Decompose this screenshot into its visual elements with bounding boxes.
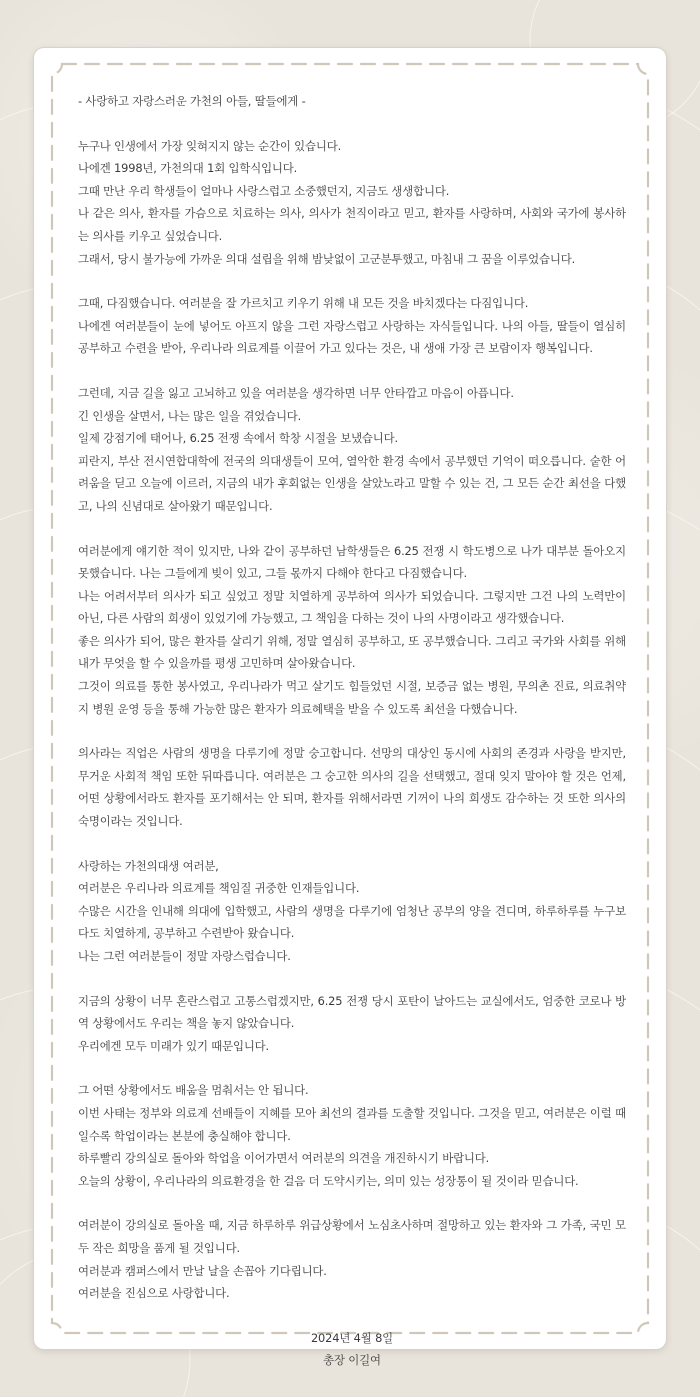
letter-line: 그때, 다짐했습니다. 여러분을 잘 가르치고 키우기 위해 내 모든 것을 바치겠다는 다짐입니다.	[78, 296, 529, 311]
letter-line: 그때 만난 우리 학생들이 얼마나 사랑스럽고 소중했던지, 지금도 생생합니다.	[78, 183, 450, 198]
letter-line: 나 같은 의사, 환자를 가슴으로 치료하는 의사, 의사가 천직이라고 믿고, 환자를 사랑하며, 사회와 국가에 봉사하는 의사를 키우고 싶었습니다.	[78, 206, 626, 243]
letter-body	[78, 90, 626, 1372]
letter-signer: 총장 이길여	[323, 1353, 381, 1368]
letter-line: 지금의 상황이 너무 혼란스럽고 고통스럽겠지만, 6.25 전쟁 당시 포탄이 날아드는 교실에서도, 엄중한 코로나 방역 상황에서도 우리는 책을 놓지 않았습니다.	[78, 993, 626, 1031]
paragraph-6	[78, 855, 626, 968]
letter-line: 오늘의 상황이, 우리나라의 의료환경을 한 걸음 더 도약시키는, 의미 있는 성장통이 될 것이라 믿습니다.	[78, 1173, 579, 1188]
letter-line: 나는 그런 여러분들이 정말 자랑스럽습니다.	[78, 949, 291, 963]
letter-date: 2024년 4월 8일	[310, 1330, 394, 1345]
paragraph-4	[78, 540, 626, 721]
letter-line: 여러분은 우리나라 의료계를 책임질 귀중한 인재들입니다.	[78, 881, 360, 896]
letter-line: 여러분에게 얘기한 적이 있지만, 나와 같이 공부하던 남학생들은 6.25 전쟁 시 학도병으로 나가 대부분 돌아오지 못했습니다. 나는 그들에게 빚이 있고, 그들 몫까지 다해야 한다고 다짐했습니다.	[78, 543, 626, 581]
letter-line: 긴 인생을 살면서, 나는 많은 일을 겪었습니다.	[78, 408, 302, 423]
letter-line: 나에겐 1998년, 가천의대 1회 입학식입니다.	[78, 161, 298, 176]
letter-line: 그런데, 지금 길을 잃고 고뇌하고 있을 여러분을 생각하면 너무 안타깝고 마음이 아픕니다.	[78, 385, 514, 400]
letter-line: 나는 어려서부터 의사가 되고 싶었고 정말 치열하게 공부하여 의사가 되었습니다. 그렇지만 그건 나의 노력만이 아닌, 다른 사람의 희생이 있었기에 가능했고, 그 책임을 다하는 것이 나의 사명이라고 생각했습니다.	[78, 588, 626, 626]
paragraph-3	[78, 382, 626, 518]
letter-line: 나에겐 여러분들이 눈에 넣어도 아프지 않을 그런 자랑스럽고 사랑하는 자식들입니다. 나의 아들, 딸들이 열심히 공부하고 수련을 받아, 우리나라 의료계를 이끌어 가고 있다는 것은, 내 생애 가장 큰 보람이자 행복입니다.	[78, 318, 626, 356]
letter-line: 하루빨리 강의실로 돌아와 학업을 이어가면서 여러분의 의견을 개진하시기 바랍니다.	[78, 1151, 490, 1166]
paragraph-7	[78, 990, 626, 1058]
paragraph-9	[78, 1214, 626, 1304]
letter-line: 의사라는 직업은 사람의 생명을 다루기에 정말 숭고합니다. 선망의 대상인 동시에 사회의 존경과 사랑을 받지만, 무거운 사회적 책임 또한 뒤따릅니다. 여러분은 그 숭고한 의사의 길을 선택했고, 절대 잊지 말아야 할 것은 언제, 어떤 상황에서라도 환자를 포기해서는 안 되며, 환자를 위해서라면 기꺼이 나의 희생도 감수하는 것 또한 의사의 숙명이라는 것입니다.	[78, 746, 626, 829]
letter-line: 여러분을 진심으로 사랑합니다.	[78, 1286, 230, 1301]
paragraph-1	[78, 135, 626, 271]
signature-block	[78, 1327, 626, 1372]
letter-line: 일제 강점기에 태어나, 6.25 전쟁 속에서 학창 시절을 보냈습니다.	[78, 431, 398, 446]
paragraph-2	[78, 292, 626, 360]
letter-line: 이번 사태는 정부와 의료계 선배들이 지혜를 모아 최선의 결과를 도출할 것입니다. 그것을 믿고, 여러분은 이럴 때일수록 학업이라는 본분에 충실해야 합니다.	[78, 1105, 626, 1143]
letter-line: 그 어떤 상황에서도 배움을 멈춰서는 안 됩니다.	[78, 1083, 309, 1098]
paragraph-8	[78, 1079, 626, 1192]
paragraph-5	[78, 742, 626, 832]
salutation: - 사랑하고 자랑스러운 가천의 아들, 딸들에게 -	[78, 94, 306, 108]
letter-line: 그것이 의료를 통한 봉사였고, 우리나라가 먹고 살기도 힘들었던 시절, 보증금 없는 병원, 무의촌 진료, 의료취약지 병원 운영 등을 통해 가능한 많은 환자가 의료혜택을 받을 수 있도록 최선을 다했습니다.	[78, 679, 626, 716]
letter-line: 피란지, 부산 전시연합대학에 전국의 의대생들이 모여, 열악한 환경 속에서 공부했던 기억이 떠오릅니다. 숱한 어려움을 딛고 오늘에 이르러, 지금의 내가 후회없는 인생을 살았노라고 말할 수 있는 건, 그 모든 순간 최선을 다했고, 나의 신념대로 살아왔기 때문입니다.	[78, 453, 626, 513]
letter-line: 여러분과 캠퍼스에서 만날 날을 손꼽아 기다립니다.	[78, 1263, 327, 1278]
letter-line: 좋은 의사가 되어, 많은 환자를 살리기 위해, 정말 열심히 공부하고, 또 공부했습니다. 그리고 국가와 사회를 위해 내가 무엇을 할 수 있을까를 평생 고민하며 살아왔습니다.	[78, 633, 626, 671]
letter-line: 수많은 시간을 인내해 의대에 입학했고, 사람의 생명을 다루기에 엄청난 공부의 양을 견디며, 하루하루를 누구보다도 치열하게, 공부하고 수련받아 왔습니다.	[78, 903, 626, 941]
letter-line: 사랑하는 가천의대생 여러분,	[78, 858, 219, 873]
letter-line: 우리에겐 모두 미래가 있기 때문입니다.	[78, 1038, 270, 1053]
letter-line: 여러분이 강의실로 돌아올 때, 지금 하루하루 위급상황에서 노심초사하며 절망하고 있는 환자와 그 가족, 국민 모두 작은 희망을 품게 될 것입니다.	[78, 1218, 626, 1255]
letter-line: 누구나 인생에서 가장 잊혀지지 않는 순간이 있습니다.	[78, 138, 342, 153]
letter-line: 그래서, 당시 불가능에 가까운 의대 설립을 위해 밤낮없이 고군분투했고, 마침내 그 꿈을 이루었습니다.	[78, 251, 576, 266]
